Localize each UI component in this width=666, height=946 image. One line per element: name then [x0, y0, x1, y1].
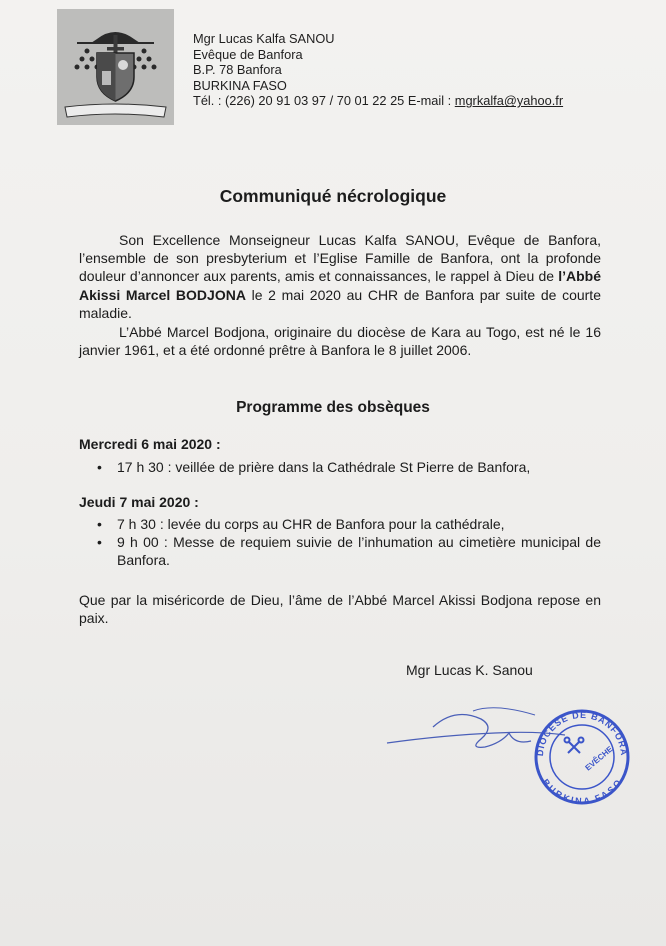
schedule-item-text: 7 h 30 : levée du corps au CHR de Banfora pour la cathédrale,: [117, 516, 505, 532]
bishop-role: Evêque de Banfora: [193, 46, 303, 62]
announcement-text-start: Son Excellence Monseigneur Lucas Kalfa SANOU, Evêque de Banfora, l’ensemble de son presbyterium et l’Eglise Famille de Banfora, ont la profonde douleur d’annoncer aux parents, amis et connaissances, le rappel à Dieu de: [79, 232, 601, 285]
schedule-item-text: 9 h 00 : Messe de requiem suivie de l’inhumation au cimetière municipal de Banfora.: [117, 534, 601, 569]
programme-title: Programme des obsèques: [236, 399, 430, 416]
bullet-icon: •: [97, 516, 102, 532]
stamp-top-text: DIOCÈSE DE BANFORA: [534, 709, 630, 757]
letterhead: [193, 31, 563, 109]
postal-address: B.P. 78 Banfora: [193, 62, 282, 78]
country: BURKINA FASO: [193, 77, 287, 93]
schedule-item: [97, 458, 601, 476]
bullet-icon: •: [97, 459, 102, 475]
phone-numbers: Tél. : (226) 20 91 03 97 / 70 01 22 25 E-mail :: [193, 93, 455, 109]
email-link[interactable]: mgrkalfa@yahoo.fr: [454, 93, 564, 109]
day-heading-wednesday: Mercredi 6 mai 2020 :: [79, 436, 221, 452]
deceased-name: l’Abbé Akissi Marcel BODJONA: [79, 268, 601, 303]
official-stamp-icon: [385, 705, 645, 815]
document-title: Communiqué nécrologique: [219, 186, 447, 206]
schedule-item: [97, 533, 601, 569]
closing-prayer: Que par la miséricorde de Dieu, l’âme de l’Abbé Marcel Akissi Bodjona repose en paix.: [79, 592, 601, 627]
signature-name: Mgr Lucas K. Sanou: [406, 662, 533, 678]
svg-text:DIOCÈSE DE BANFORA: [535, 710, 629, 757]
crest-icon: [57, 9, 174, 125]
stamp-bottom-text: BURKINA FASO: [540, 777, 624, 807]
schedule-item-text: 17 h 30 : veillée de prière dans la Cathédrale St Pierre de Banfora,: [117, 459, 531, 475]
biography-paragraph: L’Abbé Marcel Bodjona, originaire du diocèse de Kara au Togo, est né le 16 janvier 1961, et a été ordonné prêtre à Banfora le 8 juillet 2006.: [79, 324, 601, 359]
bullet-icon: •: [97, 534, 102, 551]
day-heading-thursday: Jeudi 7 mai 2020 :: [79, 494, 199, 510]
announcement-paragraph: [79, 231, 601, 322]
announcement-text-end: le 2 mai 2020 au CHR de Banfora par suite de courte maladie.: [79, 286, 601, 321]
schedule-list-wednesday: [97, 458, 601, 476]
contact-line: [193, 93, 563, 109]
schedule-list-thursday: [97, 515, 601, 570]
svg-text:BURKINA FASO: [540, 777, 623, 806]
schedule-item: [97, 515, 601, 533]
bishop-name: Mgr Lucas Kalfa SANOU: [193, 31, 335, 46]
stamp-center-text: EVÊCHE: [583, 744, 615, 773]
episcopal-crest-image: [57, 9, 174, 125]
signature-and-stamp: [385, 705, 645, 815]
